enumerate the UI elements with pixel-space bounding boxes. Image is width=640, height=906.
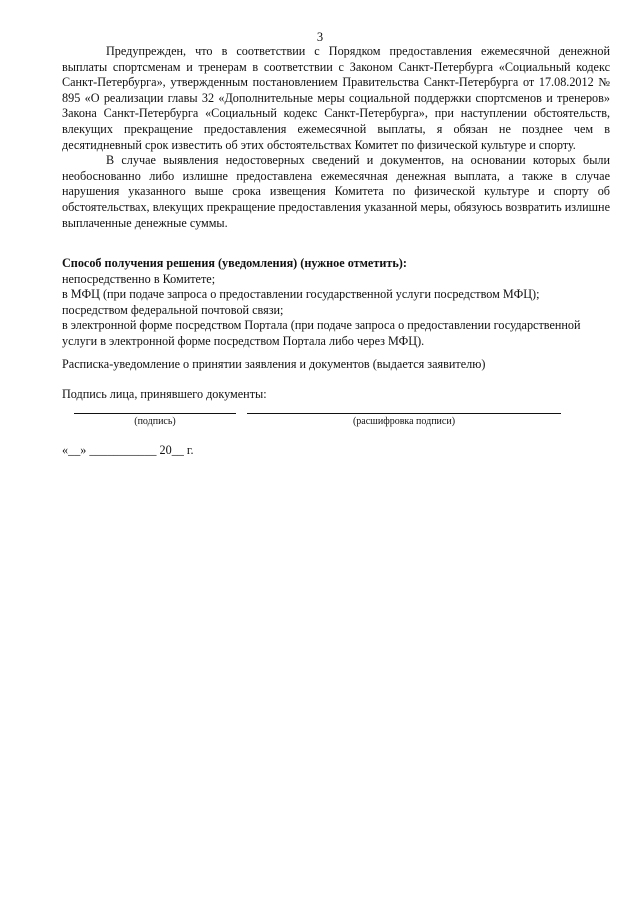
delivery-option-portal: в электронной форме посредством Портала (при подаче запроса о предоставлении государственной услуги в электронной форме посредством Портала либо через МФЦ). <box>62 318 581 348</box>
date-line: «__» ___________ 20__ г. <box>62 443 194 457</box>
warning-paragraph-block <box>62 44 610 231</box>
date-block <box>62 443 610 459</box>
refund-paragraph: В случае выявления недостоверных сведений и документов, на основании которых были необоснованно либо излишне предоставлена ежемесячная денежная выплата, а также в случае нарушения указанного выше срока извещения Комитета по физической культуре и спорту об обстоятельствах, влекущих прекращение предоставления указанной меры, обязуюсь возвратить излишне выплаченные денежные суммы. <box>62 153 610 230</box>
signature-label: Подпись лица, принявшего документы: <box>62 387 267 401</box>
delivery-method-section <box>62 256 610 350</box>
warning-paragraph: Предупрежден, что в соответствии с Порядком предоставления ежемесячной денежной выплаты спортсменам и тренерам в соответствии с Законом Санкт-Петербурга «Социальный кодекс Санкт-Петербурга», утвержденным постановлением Правительства Санкт-Петербурга от 17.08.2012 № 895 «О реализации главы 32 «Дополнительные меры социальной поддержки спортсменов и тренеров» Закона Санкт-Петербурга «Социальный кодекс Санкт-Петербурга», при наступлении обстоятельств, влекущих прекращение предоставления ежемесячной выплаты, я обязан не позднее чем в десятидневный срок известить об этих обстоятельствах Комитет по физической культуре и спорту. <box>62 44 610 152</box>
signature-label-block <box>62 387 610 403</box>
signature-decode-line <box>247 413 561 414</box>
signature-decode-caption: (расшифровка подписи) <box>352 416 456 427</box>
signature-line <box>74 413 236 414</box>
delivery-heading: Способ получения решения (уведомления) (нужное отметить): <box>62 256 407 270</box>
receipt-note: Расписка-уведомление о принятии заявления и документов (выдается заявителю) <box>62 357 486 371</box>
delivery-option-committee: непосредственно в Комитете; <box>62 271 216 286</box>
delivery-option-mfc: в МФЦ (при подаче запроса о предоставлении государственной услуги посредством МФЦ); <box>62 287 540 302</box>
page-number: 3 <box>316 30 324 44</box>
receipt-note-block <box>62 357 610 373</box>
signature-caption: (подпись) <box>134 416 176 427</box>
delivery-option-post: посредством федеральной почтовой связи; <box>62 302 284 317</box>
